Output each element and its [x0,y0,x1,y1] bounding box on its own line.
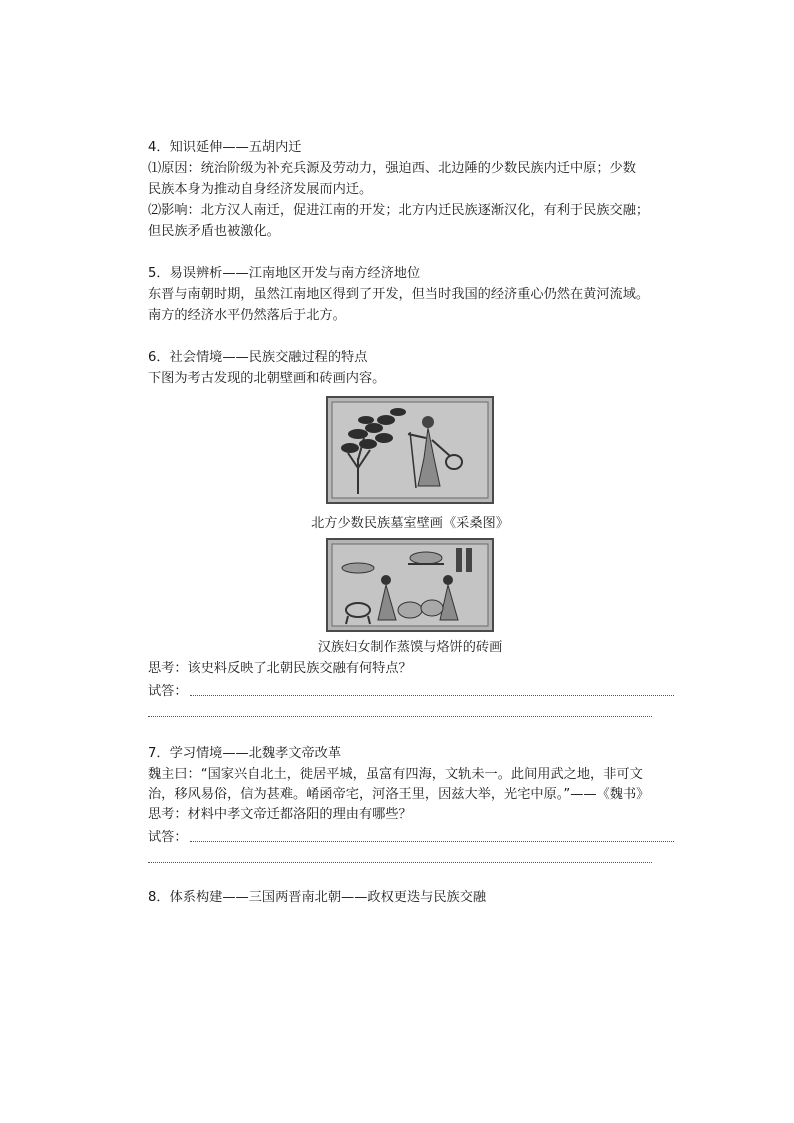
section-4-cause-line1: ⑴原因：统治阶级为补充兵源及劳动力，强迫西、北边陲的少数民族内迁中原；少数 [148,161,636,176]
section-7-quote-line2: 治，移风易俗，信为甚难。崤函帝宅，河洛王里，因兹大举，光宅中原。”——《魏书》 [148,787,650,802]
brick-caption-steamed-bread: 汉族妇女制作蒸馍与烙饼的砖画 [317,640,503,655]
section-7-quote-line1: 魏主曰：“国家兴自北土，徙居平城，虽富有四海，文轨未一。此间用武之地，非可文 [148,767,643,782]
section-7-title: 7．学习情境——北魏孝文帝改革 [148,746,342,761]
section-6-answer-line2[interactable] [148,716,652,717]
section-8-title: 8．体系构建——三国两晋南北朝——政权更迭与民族交融 [148,890,487,905]
section-4-title: 4．知识延伸——五胡内迁 [148,140,302,155]
section-6-intro: 下图为考古发现的北朝壁画和砖画内容。 [148,371,386,386]
section-6-title: 6．社会情境——民族交融过程的特点 [148,350,368,365]
brick-painting-drawing [328,540,492,630]
section-4-cause-line2: 民族本身为推动自身经济发展而内迁。 [148,182,373,197]
section-5-title: 5．易误辨析——江南地区开发与南方经济地位 [148,266,421,281]
section-4-impact-line2: 但民族矛盾也被激化。 [148,224,280,239]
section-7-question: 思考：材料中孝文帝迁都洛阳的理由有哪些？ [148,807,412,822]
section-7-answer-line2[interactable] [148,862,652,863]
section-6-question: 思考：该史料反映了北朝民族交融有何特点？ [148,661,412,676]
mulberry-mural-image [326,396,494,504]
section-7-answer-label: 试答： [148,830,188,845]
section-4-impact-line1: ⑵影响：北方汉人南迁，促进江南的开发；北方内迁民族逐渐汉化，有利于民族交融； [148,203,650,218]
mural-caption-mulberry: 北方少数民族墓室壁画《采桑图》 [311,516,509,531]
section-6-answer-label: 试答： [148,684,188,699]
section-6-answer-line1[interactable] [190,695,674,696]
section-5-text-line1: 东晋与南朝时期，虽然江南地区得到了开发，但当时我国的经济重心仍然在黄河流域。 [148,287,650,302]
section-5-text-line2: 南方的经济水平仍然落后于北方。 [148,308,346,323]
mulberry-mural-drawing [328,398,492,502]
section-7-answer-line1[interactable] [190,841,674,842]
brick-painting-image [326,538,494,632]
